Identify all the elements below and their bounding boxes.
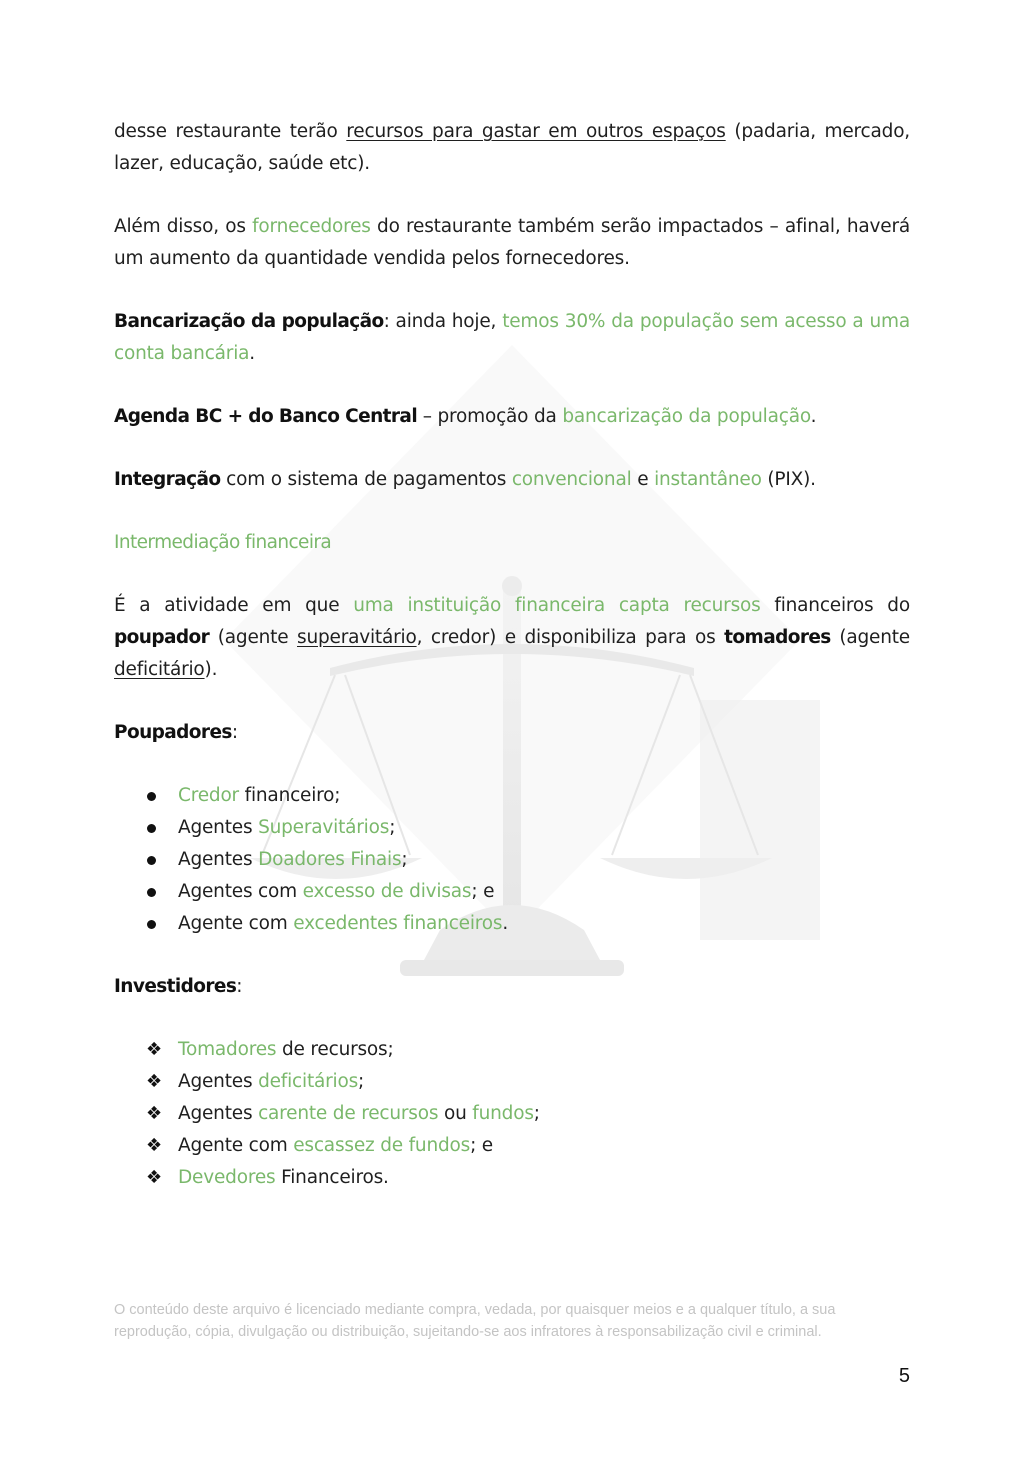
highlight-text: fundos: [472, 1103, 534, 1124]
list-item: [146, 812, 910, 844]
text: :: [236, 976, 243, 997]
text: Agentes: [178, 849, 259, 870]
highlight-text: temos 30% da população sem acesso a uma conta bancária: [114, 311, 910, 364]
highlight-text: Doadores Finais: [258, 849, 402, 870]
text: , credor) e disponibiliza para os: [416, 627, 725, 648]
text: : ainda hoje,: [383, 311, 503, 332]
text: (PIX).: [761, 469, 816, 490]
list-item: [146, 876, 910, 908]
text: ;: [533, 1103, 540, 1124]
poupadores-heading: [114, 717, 910, 749]
text: ;: [358, 1071, 365, 1092]
text: (padaria, mercado, lazer, educação, saúde etc).: [114, 121, 910, 174]
list-item: [146, 1130, 910, 1162]
highlight-text: Tomadores: [178, 1039, 277, 1060]
text: ou: [438, 1103, 473, 1124]
text: .: [249, 343, 255, 364]
highlight-text: deficitários: [258, 1071, 359, 1092]
diamond-bullet-icon: ❖: [146, 1103, 162, 1124]
bold-term: Bancarização da população: [114, 311, 384, 332]
highlight-text: Superavitários: [258, 817, 390, 838]
paragraph-agenda-bc: [114, 401, 910, 433]
paragraph-bancarizacao: [114, 306, 910, 370]
text: desse restaurante terão: [114, 121, 347, 142]
diamond-bullet-icon: ❖: [146, 1071, 162, 1092]
text: Agente com: [178, 913, 294, 934]
text: ; e: [470, 1135, 493, 1156]
underlined-text: superavitário: [297, 627, 417, 648]
text: Agentes: [178, 1103, 259, 1124]
highlight-text: excedentes financeiros: [293, 913, 503, 934]
highlight-text: carente de recursos: [258, 1103, 439, 1124]
page-number: 5: [898, 1365, 910, 1387]
bullet-dot-icon: [147, 920, 156, 929]
diamond-bullet-icon: ❖: [146, 1039, 162, 1060]
document-body: [114, 116, 910, 1194]
text: do restaurante também serão impactados – afinal, haverá um aumento da quantidade vendida pelos fornecedores.: [114, 216, 910, 269]
diamond-bullet-icon: ❖: [146, 1135, 162, 1156]
text: :: [231, 722, 238, 743]
underlined-text: deficitário: [114, 659, 205, 680]
list-item: [146, 844, 910, 876]
text: de recursos;: [276, 1039, 394, 1060]
list-item: [146, 1066, 910, 1098]
poupadores-list: [114, 780, 910, 940]
text: ;: [389, 817, 396, 838]
text: financeiros do: [760, 595, 910, 616]
section-heading: Intermediação financeira: [114, 532, 332, 553]
text: financeiro;: [238, 785, 341, 806]
highlight-text: Credor: [178, 785, 239, 806]
paragraph-intermediacao: [114, 590, 910, 686]
text: com o sistema de pagamentos: [220, 469, 512, 490]
highlight-text: Devedores: [178, 1167, 276, 1188]
list-item: [146, 780, 910, 812]
text: ; e: [471, 881, 495, 902]
underlined-text: recursos para gastar em outros espaços: [346, 121, 726, 142]
text: Agentes: [178, 1071, 259, 1092]
highlight-text: excesso de divisas: [302, 881, 472, 902]
text: Agentes com: [178, 881, 303, 902]
text: Financeiros.: [275, 1167, 389, 1188]
footer-line: O conteúdo deste arquivo é licenciado mediante compra, vedada, por quaisquer meios e a qualquer título, a sua: [114, 1302, 836, 1318]
highlight-text: convencional: [511, 469, 632, 490]
list-item: [146, 908, 910, 940]
paragraph-restaurant-resources: [114, 116, 910, 180]
list-item: [146, 1098, 910, 1130]
text: – promoção da: [417, 406, 563, 427]
text: .: [810, 406, 817, 427]
highlight-text: fornecedores: [252, 216, 371, 237]
paragraph-suppliers: [114, 211, 910, 275]
bold-term: tomadores: [724, 627, 831, 648]
bullet-dot-icon: [147, 824, 156, 833]
bold-term: Integração: [114, 469, 221, 490]
license-footer: [114, 1299, 914, 1343]
bold-term: Agenda BC + do Banco Central: [114, 406, 418, 427]
highlight-text: uma instituição financeira capta recursos: [353, 595, 761, 616]
text: .: [502, 913, 509, 934]
text: e: [631, 469, 655, 490]
text: (agente: [209, 627, 297, 648]
text: Agente com: [178, 1135, 294, 1156]
highlight-text: instantâneo: [654, 469, 762, 490]
text: ;: [401, 849, 408, 870]
footer-line: reprodução, cópia, divulgação ou distribuição, sujeitando-se aos infratores à responsabilização civil e criminal.: [114, 1324, 822, 1340]
text: É a atividade em que: [114, 595, 354, 616]
highlight-text: bancarização da população: [562, 406, 811, 427]
bullet-dot-icon: [147, 792, 156, 801]
list-item: [146, 1034, 910, 1066]
diamond-bullet-icon: ❖: [146, 1167, 162, 1188]
bold-term: poupador: [114, 627, 210, 648]
paragraph-integracao: [114, 464, 910, 496]
bullet-dot-icon: [147, 856, 156, 865]
list-item: [146, 1162, 910, 1194]
text: Agentes: [178, 817, 259, 838]
investidores-heading: [114, 971, 910, 1003]
bullet-dot-icon: [147, 888, 156, 897]
highlight-text: escassez de fundos: [293, 1135, 471, 1156]
bold-term: Poupadores: [114, 722, 232, 743]
text: Além disso, os: [114, 216, 253, 237]
investidores-list: [114, 1034, 910, 1194]
text: (agente: [830, 627, 910, 648]
text: ).: [204, 659, 218, 680]
bold-term: Investidores: [114, 976, 237, 997]
